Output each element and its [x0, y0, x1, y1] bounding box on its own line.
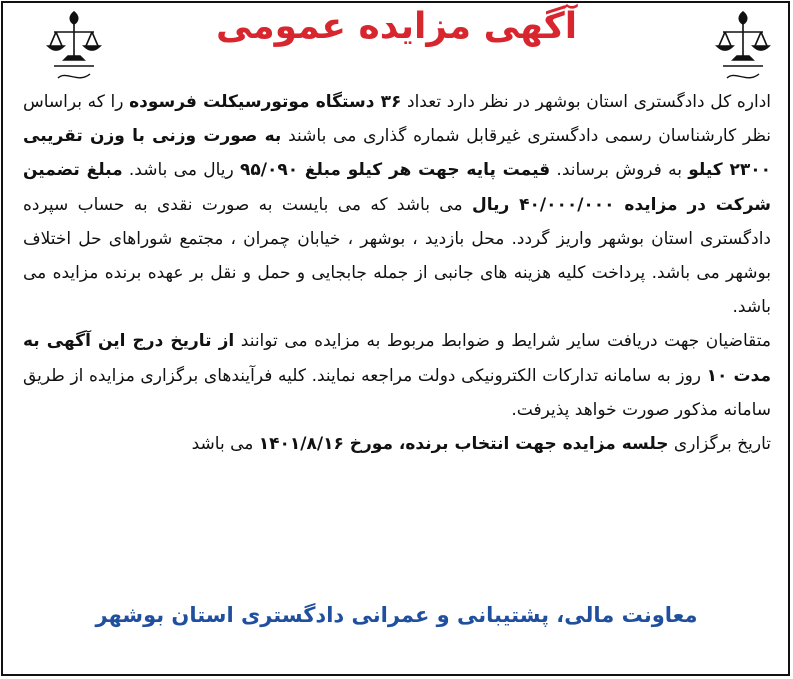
text-run: ریال می باشد.	[122, 160, 240, 181]
bold-run: قیمت پایه جهت هر کیلو مبلغ ۹۵/۰۹۰	[240, 160, 551, 181]
bold-run: جلسه مزایده جهت انتخاب برنده، مورخ ۱۴۰۱/۸/۱۶	[258, 434, 669, 455]
notice-body	[23, 85, 771, 461]
bold-run: به صورت وزنی با وزن تقریبی ۲۳۰۰ کیلو	[23, 126, 771, 181]
bold-run: ۳۶ دستگاه موتورسیکلت فرسوده	[129, 92, 402, 112]
notice-paragraph-1	[23, 85, 771, 324]
notice-title: آگهی مزایده عمومی	[215, 6, 578, 47]
bold-run: مبلغ تضمین شرکت در مزایده ۴۰/۰۰۰/۰۰۰ ریال	[23, 160, 771, 215]
text-run: به فروش برساند.	[550, 160, 689, 181]
notice-paragraph-2	[23, 324, 771, 427]
text-run: را که براساس نظر کارشناسان رسمی دادگستری غیرقابل شماره گذاری می باشند	[23, 92, 771, 147]
notice-paragraph-3	[23, 427, 771, 461]
text-run: می باشد	[191, 434, 259, 455]
issuer-signature: معاونت مالی، پشتیبانی و عمرانی دادگستری استان بوشهر	[95, 603, 698, 627]
text-run: روز به سامانه تدارکات الکترونیکی دولت مراجعه نمایند. کلیه فرآیندهای برگزاری مزایده از طریق سامانه مذکور صورت خواهد پذیرفت.	[23, 365, 771, 420]
text-run: می باشد که می بایست به صورت نقدی به حساب سپرده دادگستری استان بوشهر واریز گردد. محل بازدید ، بوشهر ، خیابان چمران ، مجتمع شوراهای حل اختلاف بوشهر می باشد. پرداخت کلیه هزینه های جانبی از جمله جابجایی و حمل و نقل بر عهده برنده مزایده می باشد.	[23, 194, 771, 318]
bold-run: از تاریخ درج این آگهی به مدت ۱۰	[23, 331, 771, 386]
text-run: متقاضیان جهت دریافت سایر شرایط و ضوابط مربوط به مزایده می توانند	[234, 331, 771, 352]
text-run: اداره کل دادگستری استان بوشهر در نظر دارد تعداد	[401, 92, 771, 112]
text-run: تاریخ برگزاری	[668, 434, 771, 455]
